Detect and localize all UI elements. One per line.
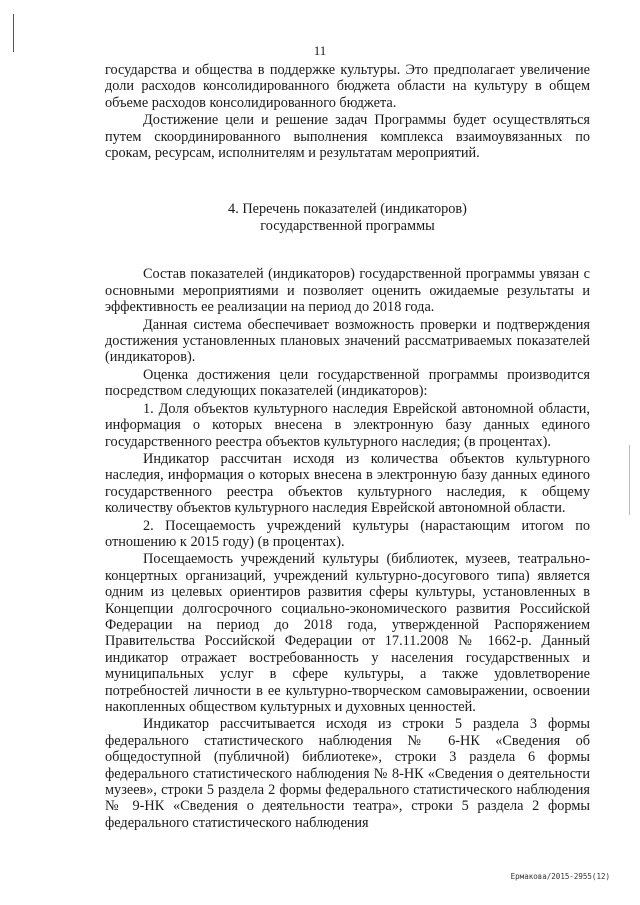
section-heading-line: государственной программы — [260, 218, 435, 235]
paragraph: Оценка достижения цели государственной программы производится посредством следующих показателей (индикаторов): — [105, 366, 590, 400]
page-number: 11 — [313, 43, 327, 58]
paragraph: Индикатор рассчитан исходя из количества объектов культурного наследия, информация о которых внесена в электронную базу данных единого государственного реестра объектов культурного наследия, к общему количеству объектов культурного наследия Еврейской автономной области. — [105, 450, 590, 517]
indicator-item: 2. Посещаемость учреждений культуры (нарастающим итогом по отношению к 2015 году) (в процентах). — [105, 517, 590, 550]
paragraph: Состав показателей (индикаторов) государственной программы увязан с основными мероприятиями и позволяет оценить ожидаемые результаты и эффективность ее реализации на период до 2018 года. — [105, 266, 590, 316]
footer-code: Ермакова/2015-2955(12) — [510, 872, 610, 881]
section-heading — [105, 201, 590, 235]
paragraph: государства и общества в поддержке культуры. Это предполагает увеличение доли расходов консолидированного бюджета области на культуру в общем объеме расходов консолидированного бюджета. — [105, 62, 590, 111]
paragraph: Данная система обеспечивает возможность проверки и подтверждения достижения установленных плановых значений рассматриваемых показателей (индикаторов). — [105, 316, 590, 366]
scan-edge-mark — [629, 445, 630, 515]
paragraph: Посещаемость учреждений культуры (библиотек, музеев, театрально-концертных организаций, учреждений культурно-досугового типа) является одним из целевых ориентиров развития сферы культуры, установленных в Концепции долгосрочного социально-экономического развития Российской Федерации на период до 2018 года, утвержденной Распоряжением Правительства Российской Федерации от 17.11.2008 № 1662-р. Данный индикатор отражает востребованность у населения государственных и муниципальных услуг в сфере культуры, а также удовлетворение потребностей личности в ее культурно-творческом самовыражении, освоении накопленных обществом культурных и духовных ценностей. — [105, 551, 590, 715]
section-heading-line: 4. Перечень показателей (индикаторов) — [228, 201, 467, 218]
indicator-item: 1. Доля объектов культурного наследия Еврейской автономной области, информация о которых внесена в электронную базу данных единого государственного реестра объектов культурного наследия; (в процентах). — [105, 400, 590, 450]
paragraph: Индикатор рассчитывается исходя из строки 5 раздела 3 формы федерального статистического наблюдения № 6-НК «Сведения об общедоступной (публичной) библиотеке», строки 3 раздела 6 формы федерального статистического наблюдения № 8-НК «Сведения о деятельности музеев», строки 5 раздела 2 формы федерального статистического наблюдения № 9-НК «Сведения о деятельности театра», строки 5 раздела 2 формы федерального статистического наблюдения — [105, 716, 590, 831]
paragraph: Достижение цели и решение задач Программы будет осуществляться путем скоординированного выполнения комплекса взаимоувязанных по срокам, ресурсам, исполнителям и результатам мероприятий. — [105, 112, 590, 162]
document-body — [105, 62, 590, 831]
